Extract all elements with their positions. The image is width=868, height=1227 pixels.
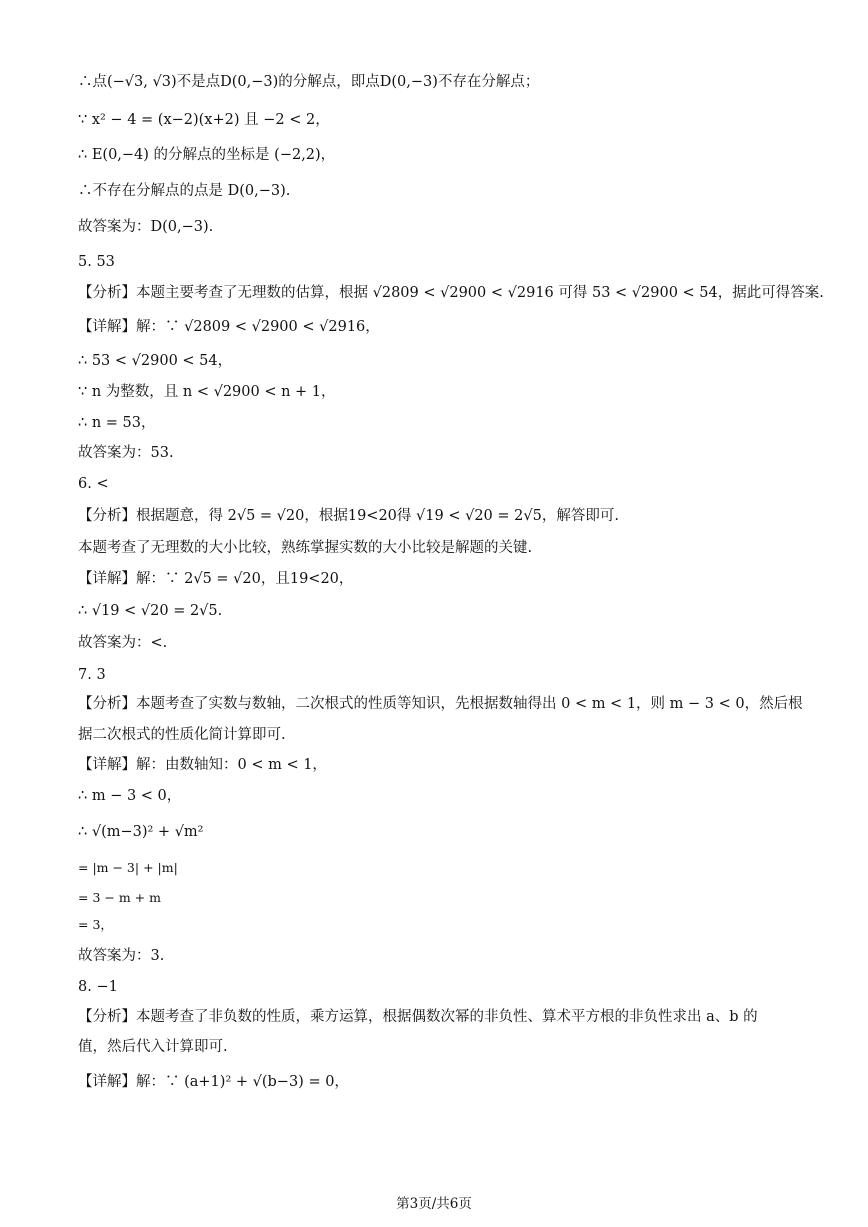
text-line: 值，然后代入计算即可. [78,1039,228,1055]
text-line: = 3， [78,917,113,932]
solution-text: 【详解】解：∵ 2√5 = √20，且19<20， [78,571,354,587]
text-line: = 3 − m + m [78,890,161,905]
text-line: ∴ √19 < √20 = 2√5. [78,603,223,619]
analysis-text: 【分析】本题考查了非负数的性质，乘方运算，根据偶数次幂的非负性、算术平方根的非负性求出 a、b 的 [78,1009,758,1025]
text-line: 故答案为：53. [78,445,174,461]
text-line: 故答案为：D(0,−3). [78,219,214,235]
solution-text: 【详解】解：∵ (a+1)² + √(b−3) = 0， [78,1074,349,1090]
text-line: 据二次根式的性质化简计算即可. [78,727,286,743]
question-number: 7. 3 [78,667,106,683]
text-line: ∴ m − 3 < 0， [78,788,182,804]
text-line: 故答案为：3. [78,948,165,964]
analysis-text: 【分析】本题主要考查了无理数的估算，根据 √2809 < √2900 < √2916 可得 53 < √2900 < 54，据此可得答案. [78,285,824,301]
page-number: 第3页/共6页 [396,1196,472,1212]
text-line: ∴不存在分解点的点是 D(0,−3). [78,183,291,199]
text-line: 本题考查了无理数的大小比较，熟练掌握实数的大小比较是解题的关键. [78,540,533,556]
text-line: ∴ n = 53， [78,415,156,431]
analysis-text: 【分析】本题考查了实数与数轴，二次根式的性质等知识，先根据数轴得出 0 < m < 1，则 m − 3 < 0，然后根 [78,696,803,712]
text-line: ∴ E(0,−4) 的分解点的坐标是 (−2,2)， [78,147,336,163]
text-line: ∵ x² − 4 = (x−2)(x+2) 且 −2 < 2， [78,112,330,128]
question-number: 6. < [78,476,109,492]
question-number: 8. −1 [78,979,118,995]
text-line: ∵ n 为整数，且 n < √2900 < n + 1， [78,384,336,400]
question-number: 5. 53 [78,254,115,270]
solution-text: 【详解】解：由数轴知：0 < m < 1， [78,757,327,773]
text-line: ∴ 53 < √2900 < 54， [78,353,233,369]
text-line: ∴ √(m−3)² + √m² [78,824,204,840]
text-line: = |m − 3| + |m| [78,860,178,875]
analysis-text: 【分析】根据题意，得 2√5 = √20，根据19<20得 √19 < √20 = 2√5，解答即可. [78,508,619,524]
text-line: ∴点(−√3, √3)不是点D(0,−3)的分解点，即点D(0,−3)不存在分解点； [78,74,540,90]
solution-text: 【详解】解：∵ √2809 < √2900 < √2916， [78,319,380,335]
text-line: 故答案为：<. [78,635,168,651]
